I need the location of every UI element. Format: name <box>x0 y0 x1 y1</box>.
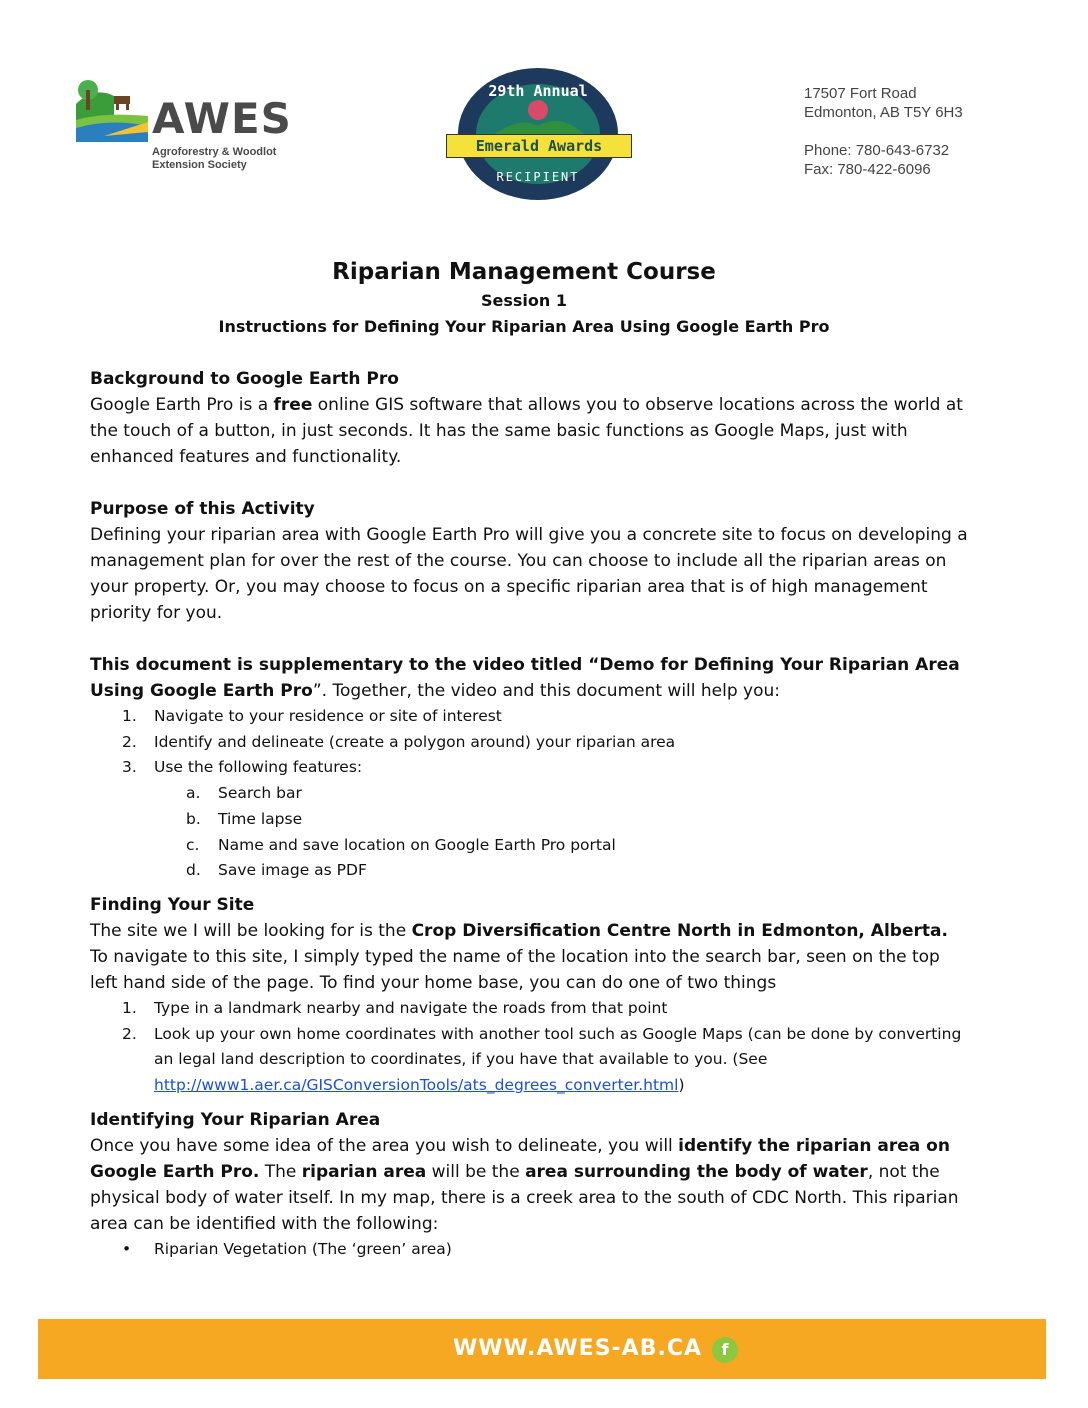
supplementary-paragraph: This document is supplementary to the video titled “Demo for Defining Your Riparian Area Using Google Earth Pro”. Together, the video and this document will help you: <box>90 655 960 701</box>
facebook-icon[interactable]: f <box>712 1337 738 1363</box>
emerald-awards-badge <box>446 66 630 202</box>
contact-block <box>804 84 1044 179</box>
awes-logo <box>74 72 294 182</box>
list-item: • Riparian Vegetation (The ‘green’ area) <box>122 1239 452 1258</box>
sub-list-item: d. Save image as PDF <box>186 861 367 880</box>
page-title: Riparian Management Course <box>332 259 716 285</box>
session-label: Session 1 <box>481 291 567 310</box>
list-item: 3. Use the following features: <box>122 758 363 777</box>
background-paragraph: Google Earth Pro is a free online GIS software that allows you to observe locations across the world at the touch of a button, in just seconds. It has the same basic functions as Google Maps, just with enhanced features and functionality. <box>90 395 963 467</box>
instructions-title: Instructions for Defining Your Riparian Area Using Google Earth Pro <box>218 317 830 336</box>
awes-wordmark: AWES <box>152 94 292 143</box>
letterhead <box>0 0 1088 220</box>
footer-banner <box>38 1319 1046 1379</box>
identifying-heading: Identifying Your Riparian Area <box>90 1109 381 1130</box>
list-item: 1. Type in a landmark nearby and navigate the roads from that point <box>122 998 668 1017</box>
document-body <box>90 256 970 1262</box>
finding-paragraph: The site we I will be looking for is the Crop Diversification Centre North in Edmonton, Alberta. To navigate to this site, I simply typed the name of the location into the search bar, seen on the top left hand side of the page. To find your home base, you can do one of two things <box>90 920 948 993</box>
address-line-2: Edmonton, AB T5Y 6H3 <box>804 104 963 121</box>
awes-subtitle: Agroforestry & Woodlot Extension Society <box>152 146 277 171</box>
list-item: 2. Identify and delineate (create a polygon around) your riparian area <box>122 732 676 751</box>
list-item: 1. Navigate to your residence or site of interest <box>122 707 502 725</box>
website-url[interactable]: WWW.AWES-AB.CA <box>453 1336 702 1361</box>
finding-list <box>90 996 970 1099</box>
badge-banner: Emerald Awards <box>446 134 632 158</box>
sub-list-item: c. Name and save location on Google Earth Pro portal <box>186 835 616 854</box>
goals-list <box>90 704 970 884</box>
background-heading: Background to Google Earth Pro <box>90 369 399 389</box>
purpose-heading: Purpose of this Activity <box>90 499 315 519</box>
badge-top-text: 29th Annual <box>488 82 588 100</box>
ats-converter-link[interactable]: http://www1.aer.ca/GISConversionTools/ats_degrees_converter.html <box>154 1076 679 1095</box>
sub-list-item: a. Search bar <box>186 784 302 803</box>
sub-list-item: b. Time lapse <box>186 809 303 828</box>
identifying-list <box>90 1237 970 1263</box>
finding-heading: Finding Your Site <box>90 894 255 915</box>
address-line-1: 17507 Fort Road <box>804 85 917 102</box>
purpose-paragraph: Defining your riparian area with Google Earth Pro will give you a concrete site to focus on developing a management plan for over the rest of the course. You can choose to include all the riparian areas on your property. Or, you may choose to focus on a specific riparian area that is of high management priority for you. <box>90 525 968 623</box>
badge-bottom-text: RECIPIENT <box>496 170 580 184</box>
landscape-logo-icon <box>74 76 150 146</box>
fax-number: Fax: 780-422-6096 <box>804 161 931 178</box>
identifying-paragraph: Once you have some idea of the area you wish to delineate, you will identify the riparian area on Google Earth Pro. The riparian area will be the area surrounding the body of water, not the physical body of water itself. In my map, there is a creek area to the south of CDC North. This riparian area can be identified with the following: <box>90 1135 959 1234</box>
phone-number: Phone: 780-643-6732 <box>804 142 950 159</box>
list-item: 2. Look up your own home coordinates with another tool such as Google Maps (can be done by converting an legal land description to coordinates, if you have that available to you. (See http://www1.aer.ca/GISConversionTools/ats_degrees_converter.html) <box>122 1024 962 1095</box>
